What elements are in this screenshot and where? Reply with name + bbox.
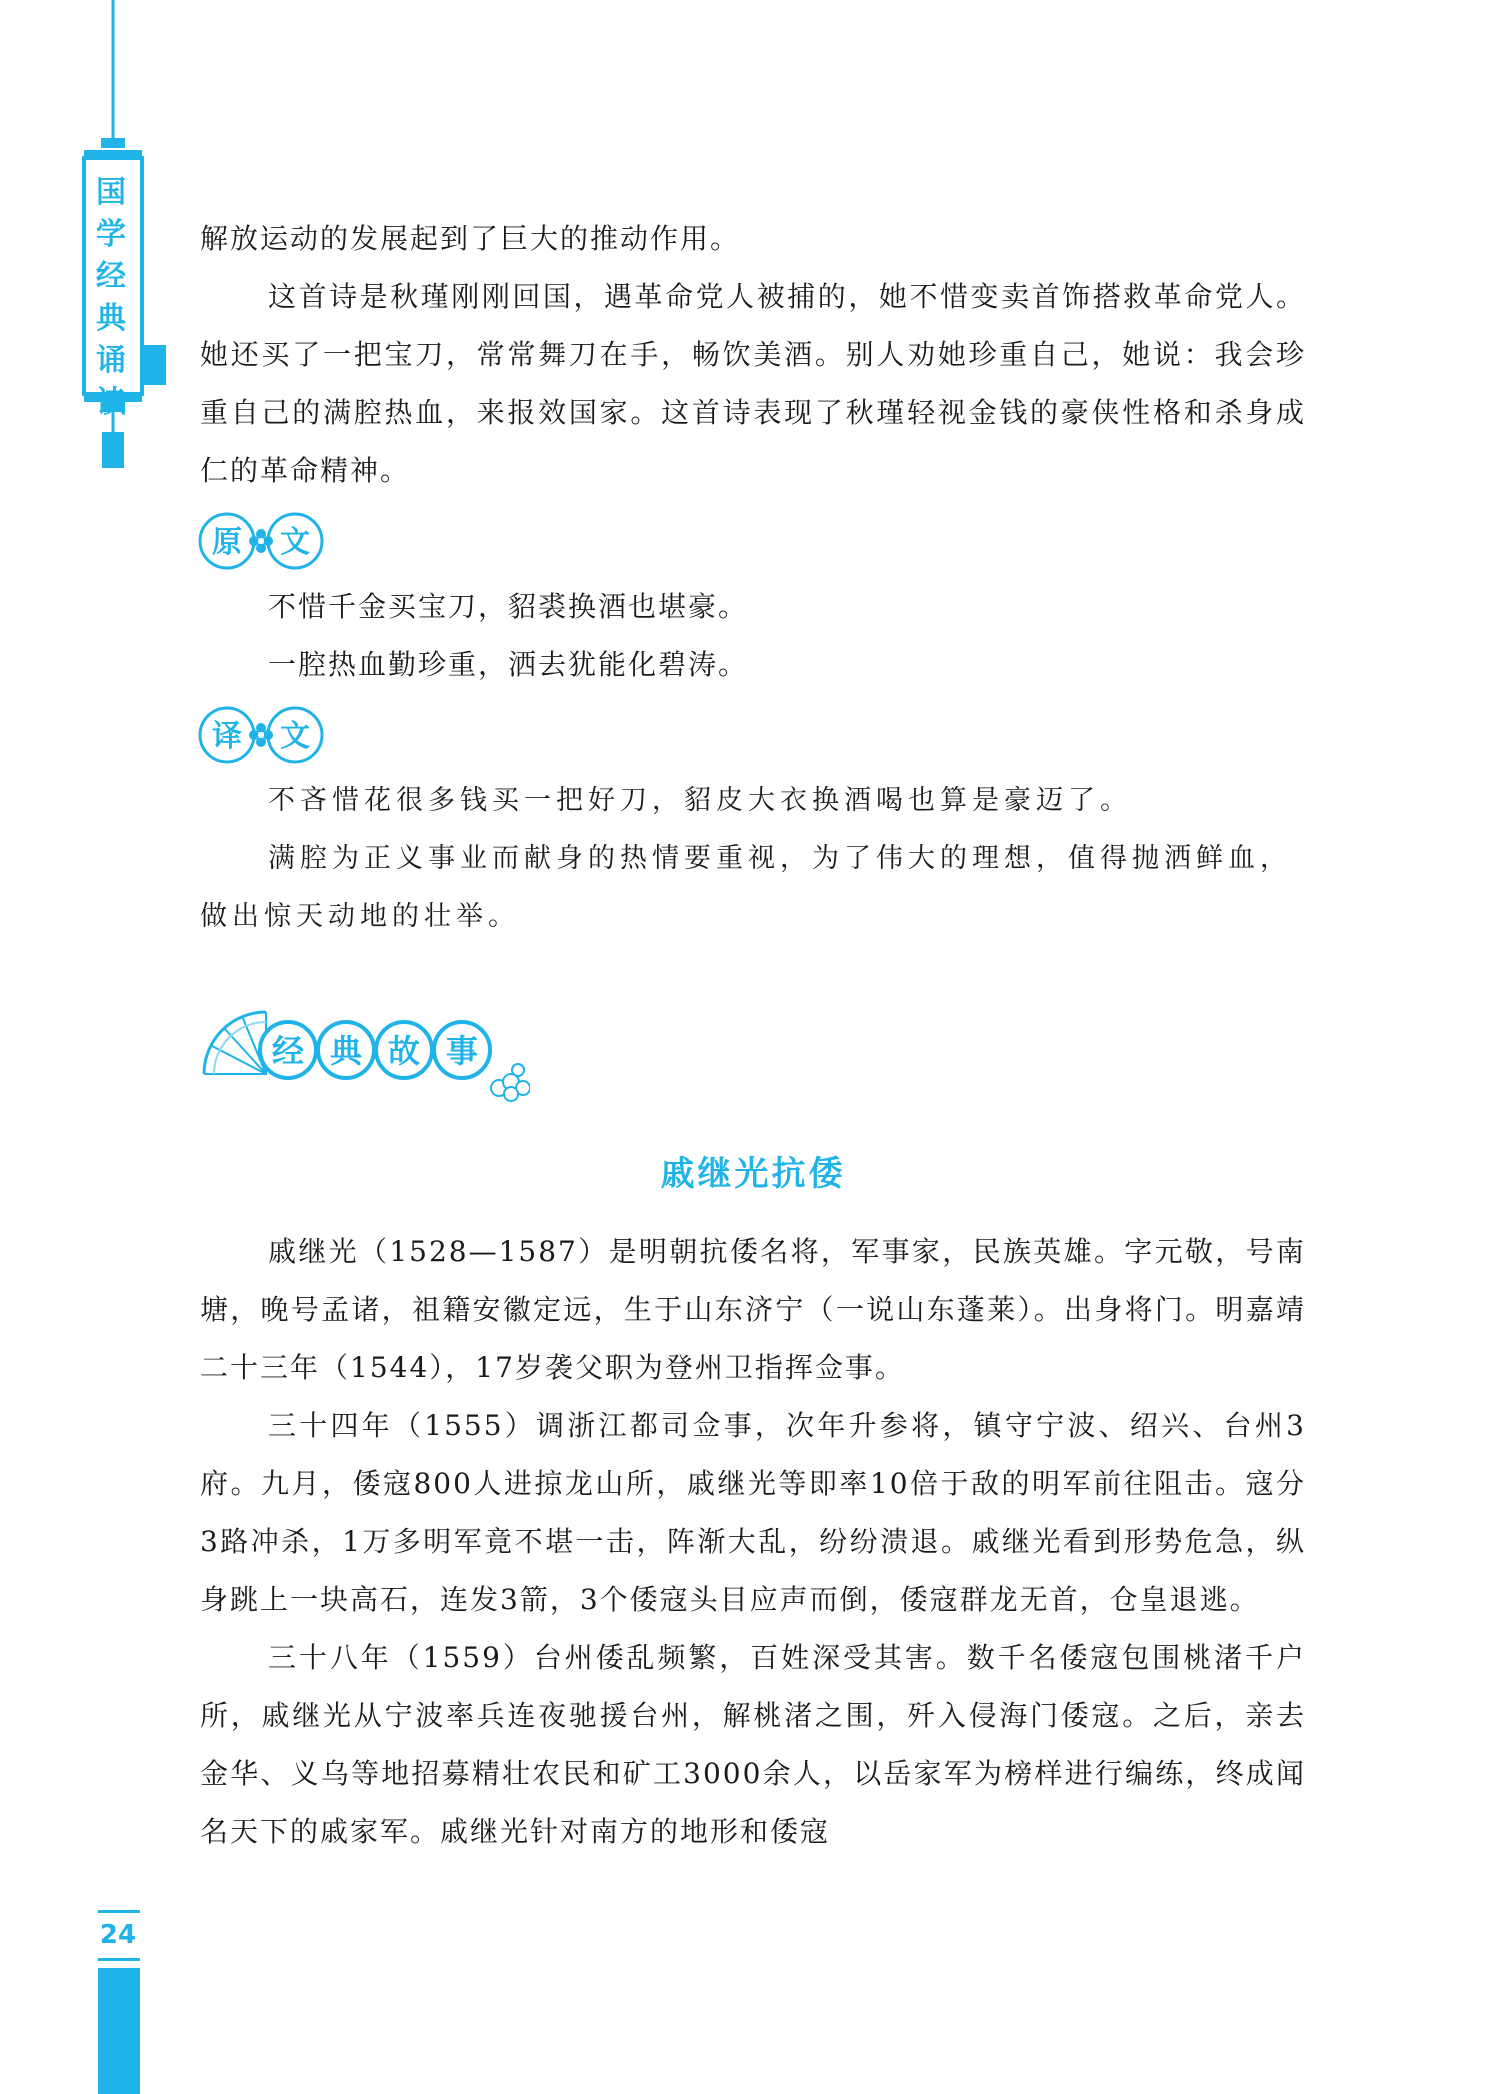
translation-badge-char-2: 文 <box>280 719 310 754</box>
poem-line-2: 一腔热血勤珍重，洒去犹能化碧涛。 <box>268 648 749 681</box>
poem-line-1: 不惜千金买宝刀，貂裘换酒也堪豪。 <box>268 590 749 623</box>
intro-paragraph: 这首诗是秋瑾刚刚回国，遇革命党人被捕的，她不惜变卖首饰搭救革命党人。她还买了一把宝刀，常常舞刀在手，畅饮美酒。别人劝她珍重自己，她说：我会珍重自己的满腔热血，来报效国家。这首诗表现了秋瑾轻视金钱的豪侠性格和杀身成仁的革命精神。 <box>200 280 1306 487</box>
page-content <box>200 210 1306 1861</box>
translation-badge <box>196 702 1306 768</box>
translation-paragraph-1: 不吝惜花很多钱买一把好刀，貂皮大衣换酒喝也算是豪迈了。 <box>268 785 1132 816</box>
story-paragraph-1: 戚继光（1528—1587）是明朝抗倭名将，军事家，民族英雄。字元敬，号南塘，晚号孟诸，祖籍安徽定远，生于山东济宁（一说山东蓬莱）。出身将门。明嘉靖二十三年（1544），17岁袭父职为登州卫指挥佥事。 <box>200 1235 1306 1384</box>
banner-char-1: 经 <box>271 1032 305 1070</box>
banner-char-4: 事 <box>445 1032 479 1070</box>
banner-char-3: 故 <box>387 1032 421 1070</box>
story-paragraph-2: 三十四年（1555）调浙江都司佥事，次年升参将，镇守宁波、绍兴、台州3府。九月，倭寇800人进掠龙山所，戚继光等即率10倍于敌的明军前往阻击。寇分3路冲杀，1万多明军竟不堪一击，阵渐大乱，纷纷溃退。戚继光看到形势危急，纵身跳上一块高石，连发3箭，3个倭寇头目应声而倒，倭寇群龙无首，仓皇退逃。 <box>200 1409 1306 1616</box>
original-badge-char-2: 文 <box>280 525 310 560</box>
banner-char-2: 典 <box>329 1032 363 1070</box>
translation-paragraph-2: 满腔为正义事业而献身的热情要重视，为了伟大的理想，值得抛洒鲜血，做出惊天动地的壮举。 <box>200 843 1292 932</box>
classic-story-banner <box>200 992 1306 1102</box>
fan-icon <box>204 1012 266 1074</box>
story-paragraph-3: 三十八年（1559）台州倭乱频繁，百姓深受其害。数千名倭寇包围桃渚千户所，戚继光从宁波率兵连夜驰援台州，解桃渚之围，歼入侵海门倭寇。之后，亲去金华、义乌等地招募精壮农民和矿工3000余人，以岳家军为榜样进行编练，终成闻名天下的戚家军。戚继光针对南方的地形和倭寇 <box>200 1641 1306 1848</box>
book-series-title: 国学经典诵读 <box>96 175 126 420</box>
original-badge-char-1: 原 <box>212 525 242 560</box>
intro-paragraph-continued: 解放运动的发展起到了巨大的推动作用。 <box>200 222 741 255</box>
original-text-badge <box>196 508 1306 574</box>
translation-badge-char-1: 译 <box>212 719 242 754</box>
sidebar-decoration <box>0 0 180 2094</box>
flower-icon <box>491 1064 530 1101</box>
page-number: 24 <box>99 1920 137 1950</box>
story-title: 戚继光抗倭 <box>660 1154 846 1194</box>
